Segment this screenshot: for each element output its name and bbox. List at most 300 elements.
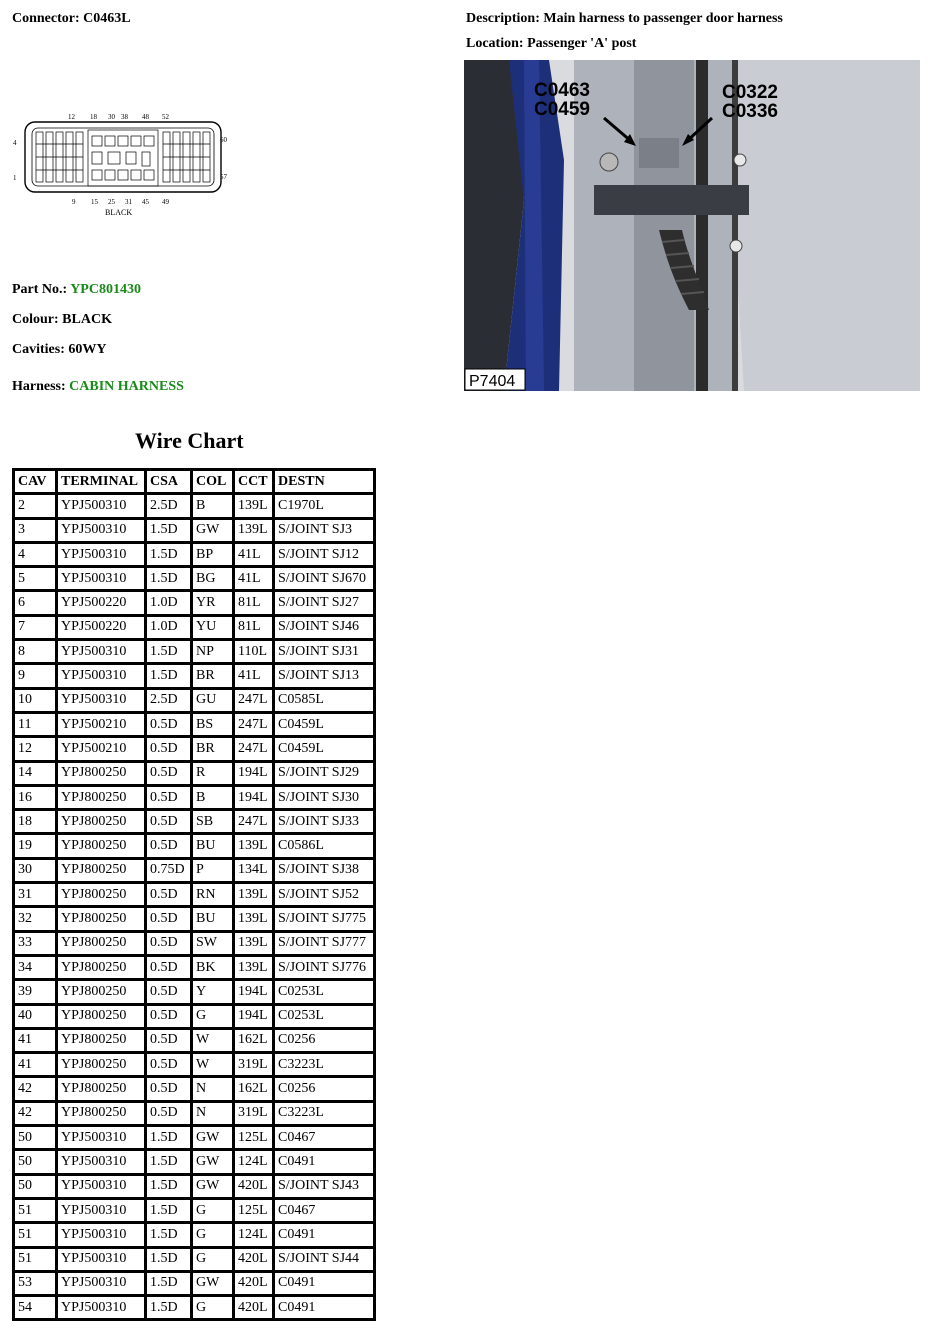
cell-cct: 110L (235, 641, 272, 662)
cell-cct: 81L (235, 592, 272, 613)
table-row (15, 957, 373, 978)
cell-destn: C1970L (275, 495, 373, 516)
pin-block-center (88, 130, 158, 186)
cell-terminal: YPJ500310 (58, 568, 144, 589)
table-row (15, 1297, 373, 1318)
part-label: Part No.: (12, 282, 68, 297)
cell-destn: S/JOINT SJ43 (275, 1176, 373, 1197)
cell-csa: 1.0D (147, 592, 190, 613)
cell-csa: 0.5D (147, 811, 190, 832)
callout-c0336: C0336 (722, 101, 778, 122)
cell-col: N (193, 1103, 232, 1124)
cell-terminal: YPJ800250 (58, 1054, 144, 1075)
cell-csa: 0.5D (147, 1006, 190, 1027)
wire-chart-title: Wire Chart (135, 428, 244, 453)
cell-csa: 1.5D (147, 1151, 190, 1172)
cell-destn: C0585L (275, 690, 373, 711)
cell-col: Y (193, 981, 232, 1002)
cell-terminal: YPJ800250 (58, 933, 144, 954)
cell-destn: S/JOINT SJ30 (275, 787, 373, 808)
connector-line (12, 11, 131, 27)
cell-cct: 139L (235, 884, 272, 905)
table-row (15, 617, 373, 638)
cell-cav: 53 (15, 1273, 55, 1294)
cell-cav: 42 (15, 1078, 55, 1099)
cell-cav: 32 (15, 908, 55, 929)
cell-terminal: YPJ800250 (58, 1006, 144, 1027)
cell-terminal: YPJ800250 (58, 908, 144, 929)
table-row (15, 787, 373, 808)
column-header-col: COL (193, 471, 232, 492)
cell-terminal: YPJ800250 (58, 811, 144, 832)
cell-col: W (193, 1030, 232, 1051)
cell-terminal: YPJ800250 (58, 860, 144, 881)
cell-cct: 139L (235, 933, 272, 954)
cell-cct: 420L (235, 1176, 272, 1197)
cell-terminal: YPJ500210 (58, 738, 144, 759)
cell-terminal: YPJ500310 (58, 495, 144, 516)
cell-cct: 420L (235, 1273, 272, 1294)
connector-block (639, 138, 679, 168)
cell-destn: S/JOINT SJ33 (275, 811, 373, 832)
pin-number: 15 (91, 198, 98, 206)
diagram-top-numbers (68, 113, 170, 121)
cell-csa: 1.5D (147, 641, 190, 662)
cell-cct: 41L (235, 665, 272, 686)
table-row (15, 1078, 373, 1099)
cell-cav: 40 (15, 1006, 55, 1027)
cell-destn: S/JOINT SJ775 (275, 908, 373, 929)
column-header-csa: CSA (147, 471, 190, 492)
cell-destn: C0491 (275, 1151, 373, 1172)
cell-terminal: YPJ500310 (58, 520, 144, 541)
cell-col: GW (193, 1127, 232, 1148)
cell-csa: 0.75D (147, 860, 190, 881)
pin-number: 57 (220, 173, 227, 181)
description-line (466, 11, 783, 27)
cell-col: G (193, 1297, 232, 1318)
cell-col: RN (193, 884, 232, 905)
cell-cct: 247L (235, 811, 272, 832)
cell-destn: C0467 (275, 1127, 373, 1148)
cell-terminal: YPJ800250 (58, 1078, 144, 1099)
cell-col: BS (193, 714, 232, 735)
check-strap (594, 185, 749, 215)
part-value: YPC801430 (70, 282, 141, 297)
table-row (15, 1054, 373, 1075)
cell-cct: 247L (235, 690, 272, 711)
cell-cav: 11 (15, 714, 55, 735)
cell-cav: 8 (15, 641, 55, 662)
cell-destn: S/JOINT SJ38 (275, 860, 373, 881)
cell-col: GU (193, 690, 232, 711)
cell-csa: 0.5D (147, 1030, 190, 1051)
pin-number: 31 (125, 198, 132, 206)
cell-destn: C0253L (275, 1006, 373, 1027)
cell-destn: C0467 (275, 1200, 373, 1221)
table-row (15, 1127, 373, 1148)
cell-destn: C0459L (275, 714, 373, 735)
table-row (15, 568, 373, 589)
cell-destn: S/JOINT SJ27 (275, 592, 373, 613)
cell-cct: 319L (235, 1054, 272, 1075)
callout-c0322: C0322 (722, 82, 778, 103)
cell-terminal: YPJ500310 (58, 1127, 144, 1148)
wire-chart-body (15, 495, 373, 1318)
cell-csa: 0.5D (147, 1054, 190, 1075)
cell-cav: 4 (15, 544, 55, 565)
pin-number: 25 (108, 198, 115, 206)
pin-number: 38 (121, 113, 128, 121)
cell-col: W (193, 1054, 232, 1075)
cell-csa: 1.0D (147, 617, 190, 638)
table-row (15, 690, 373, 711)
cell-terminal: YPJ500310 (58, 1249, 144, 1270)
cell-col: G (193, 1006, 232, 1027)
cell-csa: 1.5D (147, 1127, 190, 1148)
cell-col: GW (193, 1176, 232, 1197)
cell-col: GW (193, 1151, 232, 1172)
pin-number: 1 (13, 174, 17, 182)
cell-csa: 0.5D (147, 714, 190, 735)
table-row (15, 1030, 373, 1051)
cell-col: BU (193, 908, 232, 929)
cell-cav: 3 (15, 520, 55, 541)
cell-cav: 33 (15, 933, 55, 954)
cell-terminal: YPJ500310 (58, 1151, 144, 1172)
column-header-terminal: TERMINAL (58, 471, 144, 492)
cell-cct: 41L (235, 568, 272, 589)
table-row (15, 908, 373, 929)
cell-col: GW (193, 520, 232, 541)
cell-cct: 124L (235, 1224, 272, 1245)
cell-destn: C3223L (275, 1054, 373, 1075)
cell-terminal: YPJ800250 (58, 1030, 144, 1051)
cell-csa: 0.5D (147, 981, 190, 1002)
cell-cav: 50 (15, 1176, 55, 1197)
cell-col: B (193, 495, 232, 516)
cell-terminal: YPJ500220 (58, 592, 144, 613)
cell-col: P (193, 860, 232, 881)
cavities-line (12, 342, 107, 358)
cell-cav: 10 (15, 690, 55, 711)
diagram-colour-label: BLACK (105, 208, 133, 217)
cell-terminal: YPJ800250 (58, 884, 144, 905)
pin-number: 52 (162, 113, 169, 121)
location-label: Location: (466, 36, 524, 51)
cell-col: G (193, 1224, 232, 1245)
description-label: Description: (466, 11, 540, 26)
location-value: Passenger 'A' post (527, 36, 637, 51)
cell-terminal: YPJ500310 (58, 1176, 144, 1197)
cell-cav: 9 (15, 665, 55, 686)
cell-col: G (193, 1249, 232, 1270)
cell-destn: C0256 (275, 1078, 373, 1099)
cell-terminal: YPJ800250 (58, 835, 144, 856)
cell-destn: S/JOINT SJ777 (275, 933, 373, 954)
cell-cav: 51 (15, 1200, 55, 1221)
cell-cct: 125L (235, 1200, 272, 1221)
cell-cav: 41 (15, 1054, 55, 1075)
table-row (15, 1006, 373, 1027)
pin-number: 45 (142, 198, 149, 206)
cell-cav: 16 (15, 787, 55, 808)
cell-terminal: YPJ500310 (58, 544, 144, 565)
cell-cav: 19 (15, 835, 55, 856)
table-row (15, 520, 373, 541)
cell-destn: S/JOINT SJ776 (275, 957, 373, 978)
column-header-cav: CAV (15, 471, 55, 492)
table-row (15, 933, 373, 954)
cell-terminal: YPJ500310 (58, 641, 144, 662)
pin-block-right (163, 132, 210, 182)
cell-cav: 51 (15, 1249, 55, 1270)
cell-csa: 0.5D (147, 763, 190, 784)
cell-destn: C0459L (275, 738, 373, 759)
table-row (15, 1176, 373, 1197)
table-row (15, 544, 373, 565)
cell-cct: 194L (235, 787, 272, 808)
pin-number: 12 (68, 113, 75, 121)
cell-col: BR (193, 665, 232, 686)
cell-terminal: YPJ500310 (58, 690, 144, 711)
cable (696, 60, 708, 391)
harness-value: CABIN HARNESS (69, 379, 184, 394)
cell-csa: 2.5D (147, 690, 190, 711)
cell-terminal: YPJ500210 (58, 714, 144, 735)
cell-cct: 41L (235, 544, 272, 565)
table-row (15, 1103, 373, 1124)
table-row (15, 1200, 373, 1221)
cell-col: BP (193, 544, 232, 565)
cell-destn: S/JOINT SJ670 (275, 568, 373, 589)
table-row (15, 860, 373, 881)
cell-csa: 0.5D (147, 787, 190, 808)
cell-cav: 7 (15, 617, 55, 638)
table-row (15, 763, 373, 784)
cell-csa: 2.5D (147, 495, 190, 516)
cell-cav: 30 (15, 860, 55, 881)
location-photo (464, 60, 920, 391)
cell-col: NP (193, 641, 232, 662)
table-row (15, 1273, 373, 1294)
cell-destn: S/JOINT SJ52 (275, 884, 373, 905)
cell-cct: 139L (235, 520, 272, 541)
callout-c0463: C0463 (534, 80, 590, 101)
table-row (15, 592, 373, 613)
cell-cct: 247L (235, 738, 272, 759)
cell-terminal: YPJ500310 (58, 1200, 144, 1221)
table-row (15, 835, 373, 856)
cell-terminal: YPJ800250 (58, 787, 144, 808)
cell-cct: 162L (235, 1030, 272, 1051)
cell-cct: 139L (235, 908, 272, 929)
cell-cav: 42 (15, 1103, 55, 1124)
pin-number: 49 (162, 198, 169, 206)
callout-c0459: C0459 (534, 99, 590, 120)
cell-cct: 139L (235, 957, 272, 978)
pin-number: 60 (220, 136, 227, 144)
cell-terminal: YPJ800250 (58, 763, 144, 784)
cell-csa: 0.5D (147, 835, 190, 856)
cell-cct: 247L (235, 714, 272, 735)
connector-label: Connector: (12, 11, 80, 26)
cell-destn: C0256 (275, 1030, 373, 1051)
cell-csa: 0.5D (147, 933, 190, 954)
cell-destn: C3223L (275, 1103, 373, 1124)
part-number-line (12, 282, 141, 298)
cell-cav: 31 (15, 884, 55, 905)
cell-col: N (193, 1078, 232, 1099)
cell-terminal: YPJ500310 (58, 665, 144, 686)
cell-destn: S/JOINT SJ13 (275, 665, 373, 686)
cell-cav: 54 (15, 1297, 55, 1318)
table-row (15, 641, 373, 662)
cell-cct: 194L (235, 981, 272, 1002)
cell-col: YR (193, 592, 232, 613)
cell-col: SW (193, 933, 232, 954)
pin-block-left (36, 132, 83, 182)
cell-cct: 319L (235, 1103, 272, 1124)
table-row (15, 884, 373, 905)
colour-line (12, 312, 112, 328)
harness-label: Harness: (12, 379, 66, 394)
wire-chart-table (12, 468, 376, 1321)
cavities-label: Cavities: (12, 342, 65, 357)
table-row (15, 495, 373, 516)
cell-destn: S/JOINT SJ46 (275, 617, 373, 638)
cell-destn: S/JOINT SJ31 (275, 641, 373, 662)
cell-destn: C0491 (275, 1273, 373, 1294)
table-row (15, 738, 373, 759)
cell-destn: C0491 (275, 1297, 373, 1318)
cell-cav: 6 (15, 592, 55, 613)
cell-cct: 124L (235, 1151, 272, 1172)
cell-terminal: YPJ500310 (58, 1224, 144, 1245)
cell-col: SB (193, 811, 232, 832)
table-row (15, 714, 373, 735)
cell-col: GW (193, 1273, 232, 1294)
cell-csa: 0.5D (147, 908, 190, 929)
cell-csa: 1.5D (147, 568, 190, 589)
cell-cct: 194L (235, 1006, 272, 1027)
cell-csa: 1.5D (147, 1224, 190, 1245)
cell-col: BU (193, 835, 232, 856)
cell-col: BR (193, 738, 232, 759)
pin-number: 30 (108, 113, 115, 121)
cell-destn: C0586L (275, 835, 373, 856)
cell-cav: 5 (15, 568, 55, 589)
cell-destn: S/JOINT SJ3 (275, 520, 373, 541)
description-value: Main harness to passenger door harness (543, 11, 783, 26)
cell-cav: 50 (15, 1151, 55, 1172)
cell-csa: 1.5D (147, 544, 190, 565)
cell-destn: C0253L (275, 981, 373, 1002)
cell-cav: 50 (15, 1127, 55, 1148)
connector-value: C0463L (83, 11, 131, 26)
cell-cct: 81L (235, 617, 272, 638)
cell-csa: 0.5D (147, 957, 190, 978)
cell-terminal: YPJ500310 (58, 1273, 144, 1294)
cell-terminal: YPJ800250 (58, 957, 144, 978)
cell-destn: S/JOINT SJ29 (275, 763, 373, 784)
cell-csa: 0.5D (147, 884, 190, 905)
cell-csa: 1.5D (147, 1200, 190, 1221)
table-row (15, 1151, 373, 1172)
cell-cav: 12 (15, 738, 55, 759)
cell-col: BK (193, 957, 232, 978)
cell-cct: 134L (235, 860, 272, 881)
cell-destn: S/JOINT SJ44 (275, 1249, 373, 1270)
cell-csa: 0.5D (147, 1103, 190, 1124)
cell-csa: 0.5D (147, 1078, 190, 1099)
column-header-destn: DESTN (275, 471, 373, 492)
cell-terminal: YPJ800250 (58, 1103, 144, 1124)
cell-cct: 139L (235, 835, 272, 856)
cell-cav: 18 (15, 811, 55, 832)
cell-cct: 194L (235, 763, 272, 784)
diagram-bottom-numbers (72, 198, 170, 206)
cell-cav: 14 (15, 763, 55, 784)
cell-destn: C0491 (275, 1224, 373, 1245)
connector-face-diagram (10, 108, 240, 220)
cell-csa: 1.5D (147, 665, 190, 686)
cell-cav: 41 (15, 1030, 55, 1051)
photo-ref: P7404 (469, 373, 516, 390)
cell-csa: 1.5D (147, 1297, 190, 1318)
cell-col: BG (193, 568, 232, 589)
location-line (466, 36, 636, 52)
cell-cav: 39 (15, 981, 55, 1002)
harness-line (12, 379, 184, 395)
cell-cav: 2 (15, 495, 55, 516)
cell-cav: 51 (15, 1224, 55, 1245)
cell-csa: 0.5D (147, 738, 190, 759)
cell-col: R (193, 763, 232, 784)
cell-col: G (193, 1200, 232, 1221)
cell-terminal: YPJ800250 (58, 981, 144, 1002)
column-header-cct: CCT (235, 471, 272, 492)
cell-terminal: YPJ500310 (58, 1297, 144, 1318)
table-header-row (15, 471, 373, 492)
table-row (15, 1224, 373, 1245)
cell-cct: 420L (235, 1249, 272, 1270)
cell-cct: 420L (235, 1297, 272, 1318)
table-row (15, 981, 373, 1002)
table-row (15, 1249, 373, 1270)
cavities-value: 60WY (68, 342, 107, 357)
cell-cct: 125L (235, 1127, 272, 1148)
cell-destn: S/JOINT SJ12 (275, 544, 373, 565)
pin-number: 9 (72, 198, 76, 206)
colour-label: Colour: (12, 312, 59, 327)
cell-csa: 1.5D (147, 1249, 190, 1270)
cell-col: YU (193, 617, 232, 638)
table-row (15, 811, 373, 832)
cell-terminal: YPJ500220 (58, 617, 144, 638)
pin-number: 4 (13, 139, 17, 147)
cell-col: B (193, 787, 232, 808)
colour-value: BLACK (62, 312, 112, 327)
table-row (15, 665, 373, 686)
cell-csa: 1.5D (147, 1176, 190, 1197)
cell-cav: 34 (15, 957, 55, 978)
cell-cct: 162L (235, 1078, 272, 1099)
cell-cct: 139L (235, 495, 272, 516)
pin-number: 48 (142, 113, 149, 121)
cell-csa: 1.5D (147, 520, 190, 541)
pin-number: 18 (90, 113, 97, 121)
